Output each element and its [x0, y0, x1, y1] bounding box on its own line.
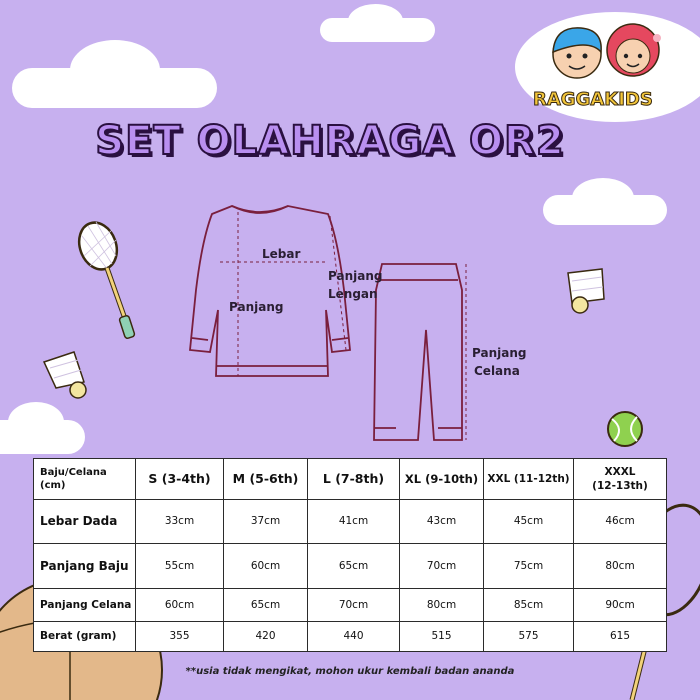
row-label: Berat (gram) [34, 621, 136, 652]
pants-length-label-line1: Panjang [472, 346, 527, 360]
size-age-label: (12-13th) [592, 479, 648, 492]
table-cell: 43cm [400, 499, 484, 544]
shuttlecock-icon [40, 348, 100, 400]
table-cell: 615 [574, 621, 667, 652]
row-label: Lebar Dada [34, 499, 136, 544]
footnote: **usia tidak mengikat, mohon ukur kembali badan ananda [185, 666, 515, 677]
table-cell: 55cm [136, 544, 224, 589]
size-column-header [136, 459, 224, 500]
size-label: XXXL [604, 465, 636, 478]
size-column-header [484, 459, 574, 500]
sleeve-length-label-line1: Panjang [328, 269, 383, 283]
table-cell: 355 [136, 621, 224, 652]
size-label: L (7-8th) [322, 471, 385, 487]
shirt-outline [190, 206, 350, 376]
table-cell: 515 [400, 621, 484, 652]
cloud-top-center-puff [348, 4, 403, 38]
table-cell: 45cm [484, 499, 574, 544]
table-cell: 46cm [574, 499, 667, 544]
pants-length-label-line2: Celana [474, 364, 520, 378]
table-row [34, 544, 667, 589]
table-row [34, 499, 667, 544]
table-cell: 420 [224, 621, 308, 652]
table-cell: 575 [484, 621, 574, 652]
corner-line1: Baju/Celana [40, 466, 107, 478]
table-cell: 80cm [574, 544, 667, 589]
row-label: Panjang Baju [34, 544, 136, 589]
table-cell: 440 [308, 621, 400, 652]
badminton-racket-icon [74, 212, 144, 342]
corner-line2: (cm) [40, 479, 66, 491]
table-row [34, 589, 667, 622]
table-cell: 90cm [574, 589, 667, 622]
table-cell: 65cm [308, 544, 400, 589]
table-cell: 60cm [136, 589, 224, 622]
sleeve-length-label-line2: Lengan [328, 287, 378, 301]
table-cell: 37cm [224, 499, 308, 544]
size-column-header [574, 459, 667, 500]
brand-logo [515, 12, 700, 122]
tennis-ball-icon [606, 410, 644, 448]
shuttlecock-icon [558, 263, 614, 315]
table-cell: 80cm [400, 589, 484, 622]
size-chart-table [33, 458, 667, 652]
table-cell: 33cm [136, 499, 224, 544]
table-cell: 70cm [308, 589, 400, 622]
table-corner-header [34, 459, 136, 500]
shirt-width-label: Lebar [262, 247, 301, 261]
size-label: XL (9-10th) [404, 471, 479, 486]
table-row [34, 621, 667, 652]
size-column-header [400, 459, 484, 500]
cloud-right-puff [572, 178, 634, 218]
table-header-row [34, 459, 667, 500]
size-label: XXL (11-12th) [487, 472, 570, 485]
cloud-left-bottom-puff [8, 402, 64, 442]
table-cell: 60cm [224, 544, 308, 589]
table-cell: 85cm [484, 589, 574, 622]
table-cell: 41cm [308, 499, 400, 544]
page-title: SET OLAHRAGA OR2 [95, 118, 565, 164]
table-cell: 70cm [400, 544, 484, 589]
table-cell: 75cm [484, 544, 574, 589]
brand-name: RAGGAKIDS [533, 89, 653, 110]
size-label: S (3-4th) [148, 471, 211, 487]
row-label: Panjang Celana [34, 589, 136, 622]
garment-measurement-diagram [180, 200, 480, 450]
table-cell: 65cm [224, 589, 308, 622]
size-label: M (5-6th) [232, 471, 299, 487]
size-column-header [308, 459, 400, 500]
shirt-length-label: Panjang [229, 300, 284, 314]
cloud-top-left-puff [70, 40, 160, 100]
pants-outline [374, 264, 462, 440]
size-column-header [224, 459, 308, 500]
